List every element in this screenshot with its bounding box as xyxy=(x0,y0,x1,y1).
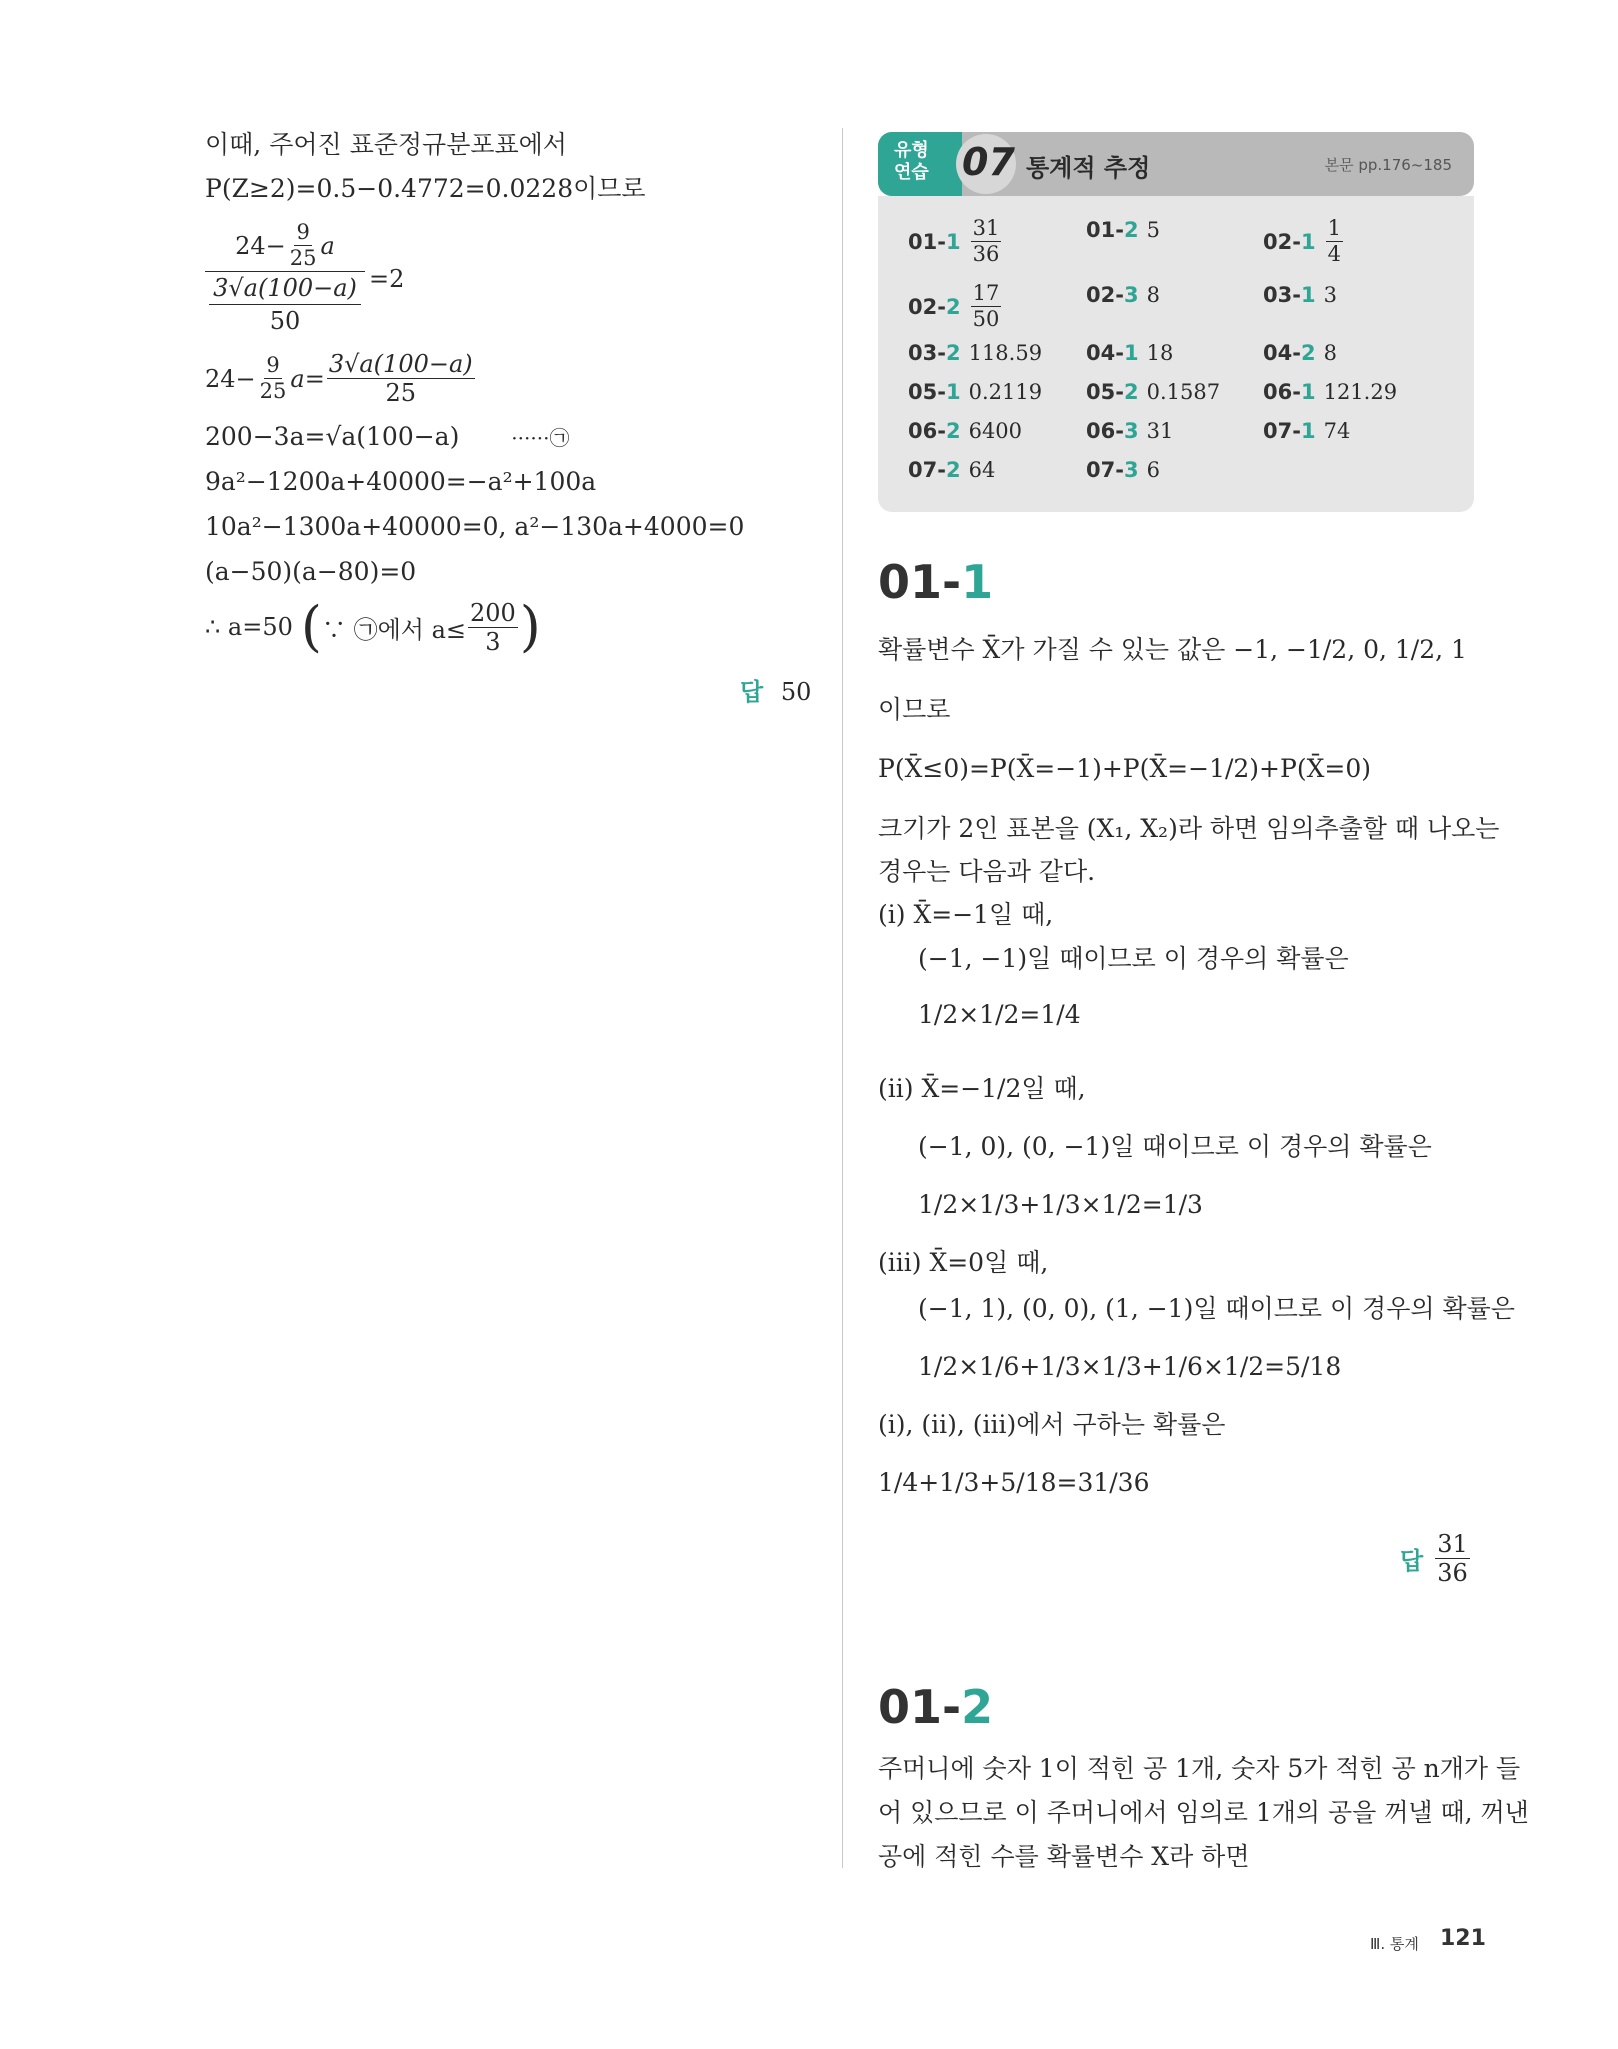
answer-item xyxy=(1086,419,1173,443)
answer-code xyxy=(908,230,961,254)
answer-code-suffix: 2 xyxy=(1123,380,1139,404)
answer-fraction xyxy=(1326,218,1343,265)
answer-value: 18 xyxy=(1146,341,1174,365)
answer-code-suffix: 2 xyxy=(945,341,961,365)
answer-code-prefix: 05- xyxy=(1086,380,1124,404)
compound-fraction xyxy=(205,222,404,335)
answer-value: 6400 xyxy=(968,419,1023,443)
type-badge-label xyxy=(894,140,929,184)
answer-item xyxy=(1086,341,1173,365)
equation-line xyxy=(205,420,569,455)
case-equation: 1/2×1/2=1/4 xyxy=(918,1000,1081,1029)
answer-item xyxy=(1086,218,1160,242)
answer-item xyxy=(1263,380,1397,404)
answer-value: 74 xyxy=(1323,419,1351,443)
case-text: (−1, 1), (0, 0), (1, −1)일 때이므로 이 경우의 확률은 xyxy=(918,1294,1515,1323)
equation-text: 200−3a=√a(100−a) xyxy=(205,422,460,451)
answer-label: 답 xyxy=(1400,1547,1424,1575)
answer-value: 8 xyxy=(1323,341,1337,365)
answer-code-suffix: 1 xyxy=(1300,380,1316,404)
paragraph-line: 경우는 다음과 같다. xyxy=(878,857,1096,886)
fraction-numerator: 31 xyxy=(972,216,1000,240)
fraction-denominator: 25 xyxy=(385,379,416,407)
answer-code-suffix: 1 xyxy=(1300,419,1316,443)
fraction-text: 24− xyxy=(235,231,286,260)
answer-label: 답 xyxy=(740,678,764,706)
answer-code-prefix: 02- xyxy=(908,294,946,319)
heading-suffix: 2 xyxy=(961,1680,994,1734)
section-number: 07 xyxy=(962,140,1015,184)
answer-code-suffix: 2 xyxy=(945,419,961,443)
equation-text: ∴ a=50 xyxy=(205,613,293,641)
answer-code-suffix: 3 xyxy=(1123,283,1139,307)
equation-text: 24− xyxy=(205,364,256,393)
equation-text: a= xyxy=(290,364,325,393)
answer-value: 50 xyxy=(780,678,812,706)
page-reference: 본문 pp.176~185 xyxy=(1324,156,1452,174)
answer-code-prefix: 03- xyxy=(1263,283,1301,307)
case-text: (−1, 0), (0, −1)일 때이므로 이 경우의 확률은 xyxy=(918,1132,1432,1161)
answer-code-suffix: 2 xyxy=(1300,341,1316,365)
paragraph-line: (ⅰ), (ⅱ), (ⅲ)에서 구하는 확률은 xyxy=(878,1410,1226,1439)
case-heading: (ⅱ) X̄=−1/2일 때, xyxy=(878,1074,1086,1103)
answer-code-prefix: 06- xyxy=(1086,419,1124,443)
answer-code-prefix: 04- xyxy=(1086,341,1124,365)
equation-line: (a−50)(a−80)=0 xyxy=(205,557,417,586)
equation-text: ∵ ㉠에서 a≤ xyxy=(321,615,466,644)
fraction-numerator: 31 xyxy=(1437,1530,1468,1558)
answer-code xyxy=(908,380,961,404)
page-number: 121 xyxy=(1440,1926,1486,1951)
answer-code-prefix: 02- xyxy=(1086,283,1124,307)
answer-code xyxy=(908,458,961,482)
answer-code xyxy=(1086,458,1139,482)
paragraph-line: 확률변수 X̄가 가질 수 있는 값은 −1, −1/2, 0, 1/2, 1 xyxy=(878,635,1467,664)
fraction-denominator: 25 xyxy=(259,379,287,403)
answer xyxy=(740,672,811,707)
paragraph-line: 크기가 2인 표본을 (X₁, X₂)라 하면 임의추출할 때 나오는 xyxy=(878,814,1500,843)
answer-code xyxy=(908,341,961,365)
answer-code xyxy=(1263,283,1316,307)
answer-item xyxy=(1263,283,1337,307)
answer-code xyxy=(1263,380,1316,404)
answer-value: 0.2119 xyxy=(968,380,1043,404)
fraction-denominator: 25 xyxy=(289,246,317,270)
answer-code-prefix: 07- xyxy=(1263,419,1301,443)
answer-code-suffix: 1 xyxy=(945,229,961,254)
answer-code xyxy=(1086,218,1139,242)
case-heading: (ⅰ) X̄=−1일 때, xyxy=(878,900,1054,929)
answer-code-suffix: 3 xyxy=(1123,458,1139,482)
answer-code-prefix: 06- xyxy=(908,419,946,443)
text-line: 이때, 주어진 표준정규분포표에서 xyxy=(205,130,567,159)
equation-line: P(Z≥2)=0.5−0.4772=0.0228이므로 xyxy=(205,174,646,203)
section-header xyxy=(878,132,1474,196)
case-text: (−1, −1)일 때이므로 이 경우의 확률은 xyxy=(918,944,1349,973)
answer-code-suffix: 2 xyxy=(945,458,961,482)
answer-code xyxy=(908,295,961,319)
fraction-numerator: 3√a(100−a) xyxy=(328,350,473,378)
variable: a xyxy=(320,231,335,260)
answer-value: 6 xyxy=(1146,458,1160,482)
fraction-denominator: 50 xyxy=(972,307,1000,331)
answer-item xyxy=(1086,380,1220,404)
answer-code-prefix: 01- xyxy=(1086,218,1124,242)
answer-code xyxy=(1086,380,1139,404)
answer-value: 121.29 xyxy=(1323,380,1398,404)
answer-item xyxy=(1263,419,1350,443)
answer-code-suffix: 2 xyxy=(945,294,961,319)
answer-code-prefix: 07- xyxy=(908,458,946,482)
answer-code-prefix: 03- xyxy=(908,341,946,365)
equation-line: P(X̄≤0)=P(X̄=−1)+P(X̄=−1/2)+P(X̄=0) xyxy=(878,754,1371,783)
answer-value: 8 xyxy=(1146,283,1160,307)
answer-item xyxy=(908,419,1022,443)
fraction-numerator: 200 xyxy=(469,598,516,627)
answer-code xyxy=(1263,341,1316,365)
answer-code-prefix: 05- xyxy=(908,380,946,404)
equation-line: 10a²−1300a+40000=0, a²−130a+4000=0 xyxy=(205,512,745,541)
answer-item xyxy=(908,458,995,482)
heading-prefix: 01- xyxy=(878,1680,962,1734)
case-equation: 1/2×1/6+1/3×1/3+1/6×1/2=5/18 xyxy=(918,1352,1342,1381)
answer-value: 31 xyxy=(1146,419,1174,443)
answer-code-prefix: 02- xyxy=(1263,229,1301,254)
answer-code-prefix: 07- xyxy=(1086,458,1124,482)
answer-code-prefix: 04- xyxy=(1263,341,1301,365)
answer-code-suffix: 1 xyxy=(1300,229,1316,254)
answer-item xyxy=(908,341,1042,365)
answer-item xyxy=(1086,458,1160,482)
case-equation: 1/2×1/3+1/3×1/2=1/3 xyxy=(918,1190,1203,1219)
answer-code-suffix: 1 xyxy=(1300,283,1316,307)
paragraph-line: 주머니에 숫자 1이 적힌 공 1개, 숫자 5가 적힌 공 n개가 들 xyxy=(878,1754,1521,1783)
fraction-numerator: 17 xyxy=(972,281,1000,305)
answer-value: 5 xyxy=(1146,218,1160,242)
fraction-numerator: 1 xyxy=(1327,216,1341,240)
paragraph-line: 공에 적힌 수를 확률변수 X라 하면 xyxy=(878,1842,1250,1871)
fraction-denominator: 50 xyxy=(269,307,301,335)
fraction-denominator: 36 xyxy=(972,242,1000,266)
answer-code-prefix: 01- xyxy=(908,229,946,254)
problem-heading xyxy=(878,555,993,609)
answer-code-suffix: 3 xyxy=(1123,419,1139,443)
answer-code xyxy=(908,419,961,443)
answer-item xyxy=(1086,283,1160,307)
equation-rhs: =2 xyxy=(369,264,405,293)
answer-code-suffix: 2 xyxy=(1123,218,1139,242)
answer-value: 64 xyxy=(968,458,996,482)
fraction-denominator: 36 xyxy=(1437,1559,1468,1587)
answer-code-suffix: 1 xyxy=(945,380,961,404)
answer-code xyxy=(1263,230,1316,254)
answer-fraction xyxy=(971,283,1002,330)
answer-fraction xyxy=(971,218,1002,265)
conclusion-line: ∴ a=50 ( ∵ ㉠에서 a≤ $\frac{200}{3}$ ) xyxy=(205,595,541,658)
answer-item xyxy=(1263,341,1337,365)
heading-suffix: 1 xyxy=(961,555,994,609)
fraction-numerator: 3√a(100−a) xyxy=(209,274,361,305)
answer-value: 118.59 xyxy=(968,341,1043,365)
equation-line: 9a²−1200a+40000=−a²+100a xyxy=(205,467,597,496)
heading-prefix: 01- xyxy=(878,555,962,609)
answer-panel xyxy=(878,196,1474,512)
equation-line xyxy=(205,352,477,405)
answer-code xyxy=(1086,283,1139,307)
final-equation: 1/4+1/3+5/18=31/36 xyxy=(878,1468,1150,1497)
column-divider xyxy=(842,128,843,1868)
answer xyxy=(1400,1532,1472,1585)
fraction-numerator: 9 xyxy=(266,353,280,377)
fraction-numerator: 9 xyxy=(296,220,310,244)
fraction-denominator: 3 xyxy=(485,627,501,656)
case-heading: (ⅲ) X̄=0일 때, xyxy=(878,1248,1049,1277)
fraction-denominator: 4 xyxy=(1327,242,1341,266)
section-title: 통계적 추정 xyxy=(1026,154,1151,182)
paragraph-line: 이므로 xyxy=(878,695,951,724)
answer-code xyxy=(1263,419,1316,443)
answer-value: 3 xyxy=(1323,283,1337,307)
answer-code xyxy=(1086,419,1139,443)
answer-code-suffix: 1 xyxy=(1123,341,1139,365)
answer-item xyxy=(908,218,1003,265)
answer-item xyxy=(908,283,1003,330)
paragraph-line: 어 있으므로 이 주머니에서 임의로 1개의 공을 꺼낼 때, 꺼낸 xyxy=(878,1798,1529,1827)
badge-top: 유형 xyxy=(894,140,929,161)
answer-code-prefix: 06- xyxy=(1263,380,1301,404)
answer-code xyxy=(1086,341,1139,365)
chapter-label: Ⅲ. 통계 xyxy=(1370,1935,1419,1953)
answer-value: 0.1587 xyxy=(1146,380,1221,404)
answer-item xyxy=(1263,218,1345,265)
problem-heading xyxy=(878,1680,993,1734)
badge-bottom: 연습 xyxy=(894,162,929,183)
equation-marker: ······㉠ xyxy=(511,426,570,450)
answer-item xyxy=(908,380,1042,404)
